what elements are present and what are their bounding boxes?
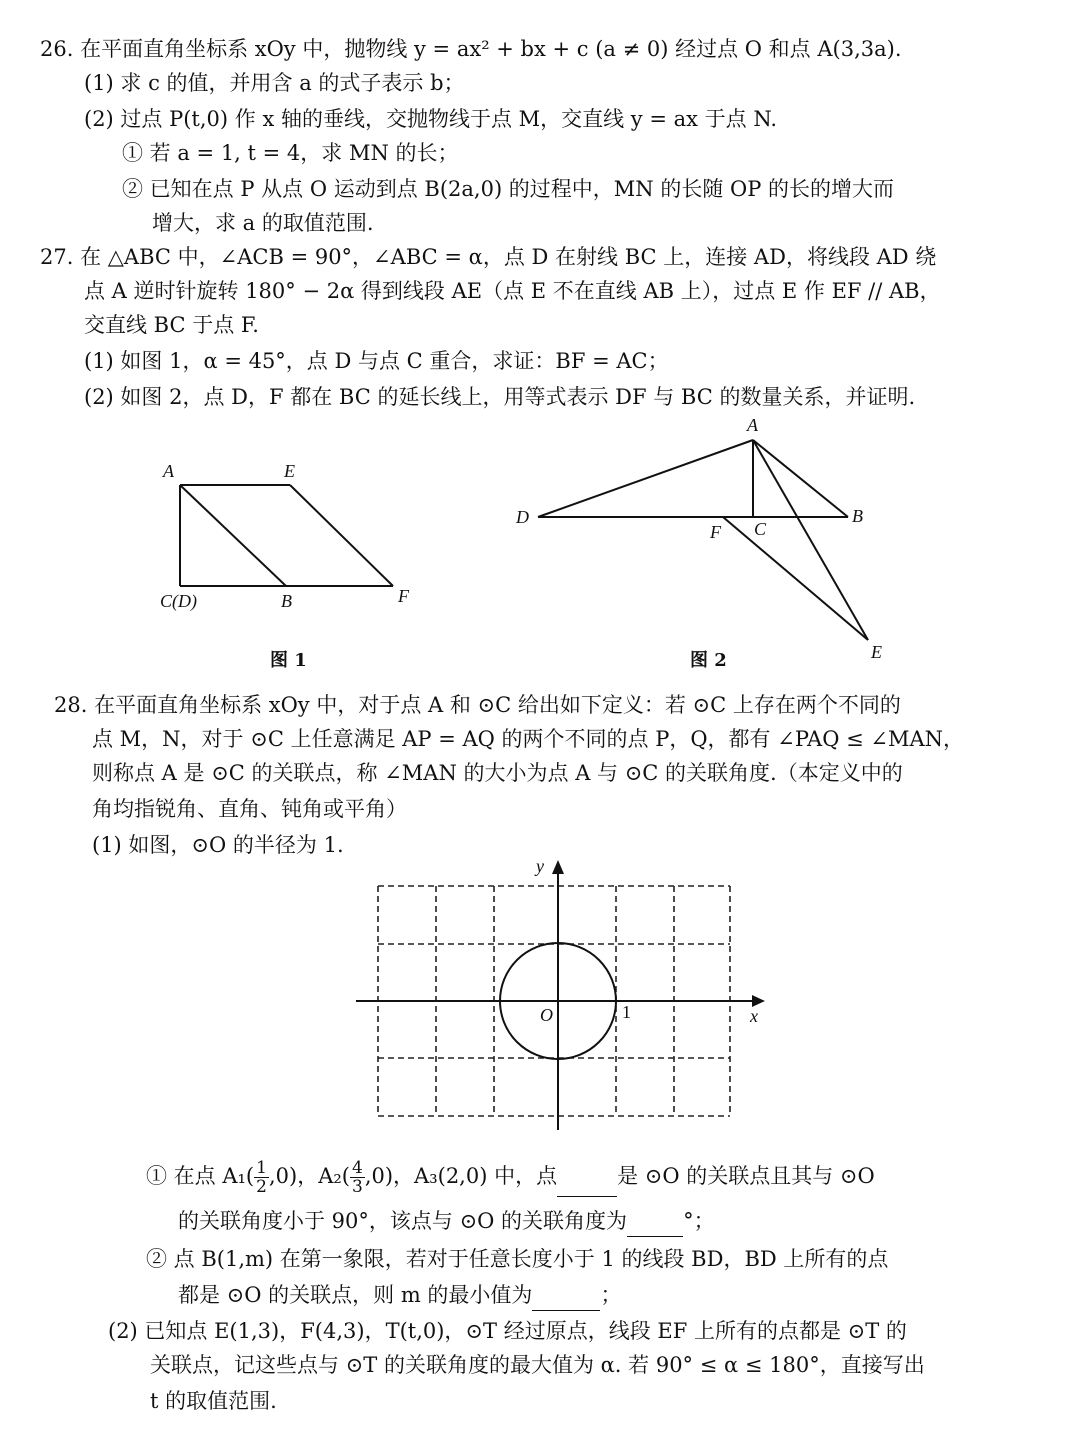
q28-part2-line3: t 的取值范围. <box>150 1389 277 1413</box>
answer-blank-m[interactable] <box>532 1280 600 1311</box>
q26-sub1: ① 若 a = 1, t = 4，求 MN 的长； <box>122 141 459 165</box>
fig1-label-A: A <box>163 461 174 481</box>
q28-sub2-line1: ② 点 B(1,m) 在第一象限，若对于任意长度小于 1 的线段 BD，BD 上所有的点 <box>146 1247 889 1271</box>
q28-part2-line2: 关联点，记这些点与 ⊙T 的关联角度的最大值为 α. 若 90° ≤ α ≤ 180°，直接写出 <box>150 1353 925 1377</box>
answer-blank-point[interactable] <box>557 1156 617 1197</box>
fig2-label-A: A <box>747 415 758 435</box>
fig2-segment-AD <box>538 440 753 517</box>
graph-label-y: y <box>536 856 544 876</box>
sub1-text-b: ,0)，A₂( <box>268 1164 350 1188</box>
sub1-text-d: 是 ⊙O 的关联点且其与 ⊙O <box>617 1164 875 1188</box>
q26-line1: 26. 在平面直角坐标系 xOy 中，抛物线 y = ax² + bx + c (a ≠ 0) 经过点 O 和点 A(3,3a). <box>40 37 902 61</box>
fraction-2-numerator: 4 <box>351 1158 363 1178</box>
q28-line3: 则称点 A 是 ⊙C 的关联点，称 ∠MAN 的大小为点 A 与 ⊙C 的关联角度.（本定义中的 <box>92 761 903 785</box>
fig2-label-C: C <box>754 519 767 539</box>
q27-line2: 点 A 逆时针旋转 180° − 2α 得到线段 AE（点 E 不在直线 AB 上），过点 E 作 EF // AB， <box>84 279 941 303</box>
q28-line1: 28. 在平面直角坐标系 xOy 中，对于点 A 和 ⊙C 给出如下定义：若 ⊙C 上存在两个不同的 <box>54 693 901 717</box>
fig2-segment-AE <box>753 440 868 640</box>
sub1-text-f: °； <box>683 1209 715 1233</box>
sub2-text-b: ； <box>600 1283 622 1307</box>
q28-line2: 点 M，N，对于 ⊙C 上任意满足 AP = AQ 的两个不同的点 P，Q，都有 ∠PAQ ≤ ∠MAN， <box>92 727 965 751</box>
sub2-text-a: 都是 ⊙O 的关联点，则 m 的最小值为 <box>178 1283 533 1307</box>
fig2-label-B: B <box>852 506 863 526</box>
fig2-segment-FE <box>723 517 868 640</box>
y-axis-arrow-icon <box>552 860 564 874</box>
q28-sub2-line2 <box>178 1280 621 1311</box>
q28-sub1-line2 <box>178 1206 715 1237</box>
fig2-caption: 图 2 <box>690 650 727 671</box>
fraction-four-thirds <box>350 1159 365 1196</box>
q27-line3: 交直线 BC 于点 F. <box>84 313 259 337</box>
q28-sub1-line1 <box>146 1156 875 1197</box>
fig1-label-F: F <box>398 586 409 606</box>
fig1-label-E: E <box>284 461 295 481</box>
sub1-text-c: ,0)，A₃(2,0) 中，点 <box>364 1164 558 1188</box>
fraction-2-denominator: 3 <box>351 1177 363 1197</box>
q26-part2: (2) 过点 P(t,0) 作 x 轴的垂线，交抛物线于点 M，交直线 y = ax 于点 N. <box>84 107 778 131</box>
fig1-caption: 图 1 <box>270 650 307 671</box>
graph-label-origin: O <box>540 1005 553 1025</box>
graph-label-one: 1 <box>622 1002 631 1022</box>
fig1-label-CD: C(D) <box>160 591 197 611</box>
q28-part2-line1: (2) 已知点 E(1,3)，F(4,3)，T(t,0)，⊙T 经过原点，线段 EF 上所有的点都是 ⊙T 的 <box>108 1319 907 1343</box>
q27-part2: (2) 如图 2，点 D，F 都在 BC 的延长线上，用等式表示 DF 与 BC 的数量关系，并证明. <box>84 385 916 409</box>
fraction-1-denominator: 2 <box>256 1177 267 1197</box>
sub1-text-e: 的关联角度小于 90°，该点与 ⊙O 的关联角度为 <box>178 1209 628 1233</box>
sub1-text-a: ① 在点 A₁( <box>146 1164 255 1188</box>
fraction-1-numerator: 1 <box>256 1158 267 1178</box>
graph-label-x: x <box>750 1006 758 1026</box>
q27-part1: (1) 如图 1，α = 45°，点 D 与点 C 重合，求证：BF = AC； <box>84 349 669 373</box>
fig2-label-F: F <box>710 522 721 542</box>
q26-part1: (1) 求 c 的值，并用含 a 的式子表示 b； <box>84 71 465 95</box>
fig1-label-B: B <box>281 591 292 611</box>
q27-line1: 27. 在 △ABC 中，∠ACB = 90°，∠ABC = α，点 D 在射线 BC 上，连接 AD，将线段 AD 绕 <box>40 245 937 269</box>
fig2-segment-AB <box>753 440 848 517</box>
q28-line4: 角均指锐角、直角、钝角或平角） <box>92 797 407 821</box>
answer-blank-angle[interactable] <box>627 1206 683 1237</box>
q28-part1: (1) 如图，⊙O 的半径为 1. <box>92 833 344 857</box>
figure-1-diagram <box>180 485 393 586</box>
fraction-one-half <box>254 1159 269 1196</box>
coordinate-axes <box>356 868 758 1130</box>
fig1-segment-AB <box>180 485 286 586</box>
fig2-label-E: E <box>871 642 882 662</box>
q26-sub2-line2: 增大，求 a 的取值范围. <box>152 211 374 235</box>
figure-2-diagram <box>538 440 868 640</box>
fig1-segment-EF <box>290 485 393 586</box>
q26-sub2-line1: ② 已知在点 P 从点 O 运动到点 B(2a,0) 的过程中，MN 的长随 OP 的长的增大而 <box>122 177 895 201</box>
fig2-label-D: D <box>516 507 529 527</box>
